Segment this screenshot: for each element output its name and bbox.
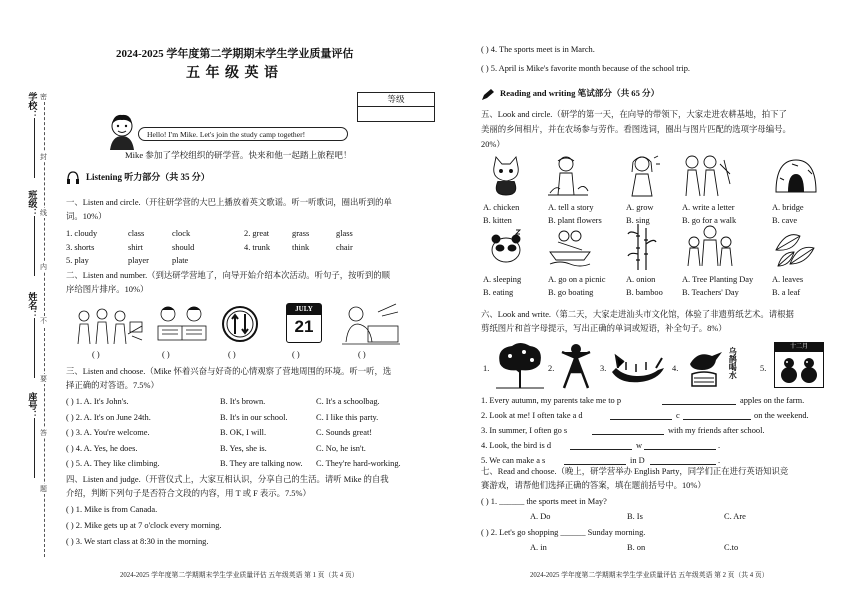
papercut-crow-icon bbox=[684, 344, 726, 388]
girl-singing-icon bbox=[622, 154, 662, 198]
school-label: 学校： bbox=[27, 92, 38, 119]
papercut-calendar-text: 十二月 bbox=[775, 343, 823, 352]
s3-option-b[interactable]: B. Yes, she is. bbox=[220, 443, 267, 453]
s5-option[interactable]: B. go for a walk bbox=[682, 216, 737, 225]
s6-sentence: 4. Look, the bird is d bbox=[481, 441, 552, 450]
s1-word-option[interactable]: clock bbox=[172, 229, 191, 238]
s6-sentence-end: . bbox=[718, 456, 721, 465]
no-overtaking-sign-icon bbox=[222, 304, 258, 344]
writing-title: Reading and writing 笔试部分（共 65 分） bbox=[500, 88, 660, 98]
binding-word: 不 bbox=[40, 317, 47, 325]
boy-sleeping-icon bbox=[338, 302, 402, 346]
s4-title-cont: 介绍，判断下列句子是否符合文段的内容，用 T 或 F 表示。7.5%） bbox=[66, 489, 311, 498]
s2-answer-blank[interactable]: ( ) bbox=[358, 350, 366, 359]
cave-icon bbox=[774, 158, 818, 194]
class-label: 班级： bbox=[27, 190, 38, 217]
judge-item[interactable]: ( ) 2. Mike gets up at 7 o'clock every morning. bbox=[66, 521, 222, 530]
s6-title-cont: 剪纸图片和首字母提示，写出正确的单词或短语，补全句子。8%） bbox=[481, 324, 727, 333]
s5-option[interactable]: A. grow bbox=[626, 203, 654, 212]
s7-q2-option[interactable]: B. on bbox=[627, 543, 646, 552]
s5-option[interactable]: B. a leaf bbox=[772, 288, 801, 297]
s5-option[interactable]: B. eating bbox=[483, 288, 514, 297]
judge-item[interactable]: ( ) 4. The sports meet is in March. bbox=[481, 45, 595, 54]
s5-option[interactable]: A. bridge bbox=[772, 203, 804, 212]
grade-box bbox=[357, 92, 435, 122]
s5-option[interactable]: B. sing bbox=[626, 216, 650, 225]
speech-bubble: Hello! I'm Mike. Let's join the study camp together! bbox=[138, 127, 348, 141]
s6-number: 3. bbox=[600, 364, 607, 373]
papercut-calendar-icon bbox=[774, 342, 824, 388]
s1-title-cont: 词。10%） bbox=[66, 212, 107, 221]
s5-option[interactable]: B. go boating bbox=[548, 288, 594, 297]
s3-option-b[interactable]: B. It's in our school. bbox=[220, 412, 288, 422]
s7-q2-option[interactable]: A. in bbox=[530, 543, 547, 552]
calendar-day: 21 bbox=[294, 317, 314, 336]
s1-word-option[interactable]: plate bbox=[172, 256, 189, 265]
binding-word: 要 bbox=[40, 375, 47, 383]
s5-title-cont2: 20%） bbox=[481, 140, 505, 149]
binding-word: 题 bbox=[40, 485, 47, 493]
s1-word-option[interactable]: 1. cloudy bbox=[66, 229, 98, 238]
headphones-icon bbox=[66, 171, 80, 185]
s3-option-b[interactable]: B. They are talking now. bbox=[220, 459, 303, 468]
s5-option[interactable]: A. write a letter bbox=[682, 203, 735, 212]
grade-field[interactable] bbox=[358, 107, 434, 121]
s1-word-option[interactable]: should bbox=[172, 242, 195, 252]
s5-option[interactable]: A. leaves bbox=[772, 275, 804, 284]
class-field[interactable] bbox=[34, 216, 36, 276]
s7-title: 七、Read and choose.（晚上，研学营举办 English Party，同学们正在进行英语知识竞 bbox=[481, 467, 789, 476]
s1-word-option[interactable]: class bbox=[128, 229, 145, 238]
s5-title: 五、Look and circle.（研学的第一天，在向导的带领下，大家走进农耕基地，拍下了 bbox=[481, 110, 787, 119]
s7-q1-option[interactable]: B. Is bbox=[627, 512, 643, 521]
panda-sleeping-icon bbox=[488, 226, 524, 266]
s7-q1-option[interactable]: A. Do bbox=[530, 512, 551, 521]
pencil-icon bbox=[481, 89, 495, 101]
s6-sentence: 3. In summer, I often go s bbox=[481, 426, 568, 435]
answer-blank[interactable] bbox=[570, 449, 632, 450]
s3-option-b[interactable]: B. OK, I will. bbox=[220, 428, 267, 437]
s5-option[interactable]: B. kitten bbox=[483, 216, 512, 225]
judge-item[interactable]: ( ) 5. April is Mike's favorite month because of the school trip. bbox=[481, 64, 690, 73]
s1-word-option[interactable]: chair bbox=[336, 242, 353, 252]
s4-title: 四、Listen and judge.（开营仪式上，大家互相认识，分享自己的生活。请听 Mike 的自我 bbox=[66, 475, 389, 484]
s1-word-option[interactable]: shirt bbox=[128, 242, 143, 252]
walking-kids-icon bbox=[680, 154, 732, 198]
s2-answer-blank[interactable]: ( ) bbox=[228, 350, 236, 359]
s1-word-option[interactable]: 4. trunk bbox=[244, 242, 271, 252]
snowmen-icon bbox=[779, 355, 819, 383]
s6-sentence-end: on the weekend. bbox=[754, 411, 809, 420]
s3-option-c[interactable]: C. Sounds great! bbox=[316, 428, 373, 437]
s2-answer-blank[interactable]: ( ) bbox=[92, 350, 100, 359]
name-label: 姓名： bbox=[27, 292, 38, 319]
s2-answer-blank[interactable]: ( ) bbox=[162, 350, 170, 359]
intro-text: Mike 参加了学校组织的研学营。快来和他一起踏上旅程吧！ bbox=[125, 150, 352, 160]
seat-field[interactable] bbox=[34, 418, 36, 478]
s5-title-cont: 美丽的乡间相片，并在农场参与劳作。看图选词，圈出与图片匹配的选项字母编号。 bbox=[481, 125, 791, 134]
answer-blank[interactable] bbox=[564, 464, 626, 465]
children-picture-icon bbox=[72, 306, 144, 346]
s6-number: 5. bbox=[760, 364, 767, 373]
calendar-icon bbox=[286, 303, 322, 343]
answer-blank[interactable] bbox=[650, 464, 716, 465]
answer-blank[interactable] bbox=[662, 404, 736, 405]
s5-option[interactable]: A. sleeping bbox=[483, 275, 522, 284]
s6-sentence: 2. Look at me! I often take a d bbox=[481, 411, 583, 420]
binding-word: 答 bbox=[40, 429, 47, 437]
s6-sentence: c bbox=[676, 411, 680, 420]
page-subtitle: 五 年 级 英 语 bbox=[186, 66, 279, 81]
seat-label: 座号： bbox=[27, 392, 38, 419]
s2-title-cont: 序给图片排序。10%） bbox=[66, 285, 149, 294]
s6-number: 2. bbox=[548, 364, 555, 373]
papercut-dancer-icon bbox=[558, 342, 594, 390]
reading-kids-icon bbox=[152, 304, 212, 346]
page-title: 2024-2025 学年度第二学期期末学生学业质量评估 bbox=[116, 48, 354, 60]
answer-blank[interactable] bbox=[683, 419, 751, 420]
s5-option[interactable]: A. chicken bbox=[483, 203, 520, 212]
s3-question[interactable]: ( ) 4. A. Yes, he does. bbox=[66, 443, 138, 453]
papercut-tree-icon bbox=[494, 342, 546, 390]
answer-blank[interactable] bbox=[592, 434, 664, 435]
s6-sentence: 1. Every autumn, my parents take me to p bbox=[481, 396, 622, 405]
s3-option-c[interactable]: C. I like this party. bbox=[316, 412, 379, 422]
s5-option[interactable]: A. go on a picnic bbox=[548, 275, 606, 284]
s7-q2-option[interactable]: C.to bbox=[724, 543, 739, 552]
s3-option-c[interactable]: C. No, he isn't. bbox=[316, 443, 366, 453]
s6-sentence-end: apples on the farm. bbox=[740, 396, 805, 405]
grade-label: 等级 bbox=[358, 93, 434, 107]
s7-title-cont: 赛游戏，请帮他们选择正确的答案，填在题前括号中。10%） bbox=[481, 481, 706, 490]
s1-word-option[interactable]: glass bbox=[336, 229, 353, 238]
listening-title: Listening 听力部分（共 35 分） bbox=[86, 172, 210, 182]
s5-option[interactable]: B. plant flowers bbox=[548, 216, 602, 225]
s5-option[interactable]: B. cave bbox=[772, 216, 798, 225]
teacher-students-icon bbox=[686, 224, 734, 268]
s2-title: 二、Listen and number.（到达研学营地了，向导开始介绍本次活动。听句子，按听到的顺 bbox=[66, 271, 391, 280]
footer-left: 2024-2025 学年度第二学期期末学生学业质量评估 五年级英语 第 1 页（共 4 页） bbox=[120, 572, 359, 579]
s6-sentence-end: with my friends after school. bbox=[668, 426, 765, 435]
s1-word-option[interactable]: think bbox=[292, 242, 310, 252]
s3-option-c[interactable]: C. It's a schoolbag. bbox=[316, 397, 380, 406]
s6-number: 1. bbox=[483, 364, 490, 373]
s3-option-c[interactable]: C. They're hard-working. bbox=[316, 459, 401, 468]
s1-title: 一、Listen and circle.（开往研学营的大巴上播放着英文歌谣。听一听歌词，圈出听到的单 bbox=[66, 198, 392, 207]
s5-option[interactable]: B. Teachers' Day bbox=[682, 288, 739, 297]
crow-drinks-water-text: 乌 鹊 喝 水 bbox=[728, 347, 738, 378]
s7-q1-option[interactable]: C. Are bbox=[724, 512, 746, 521]
school-field[interactable] bbox=[34, 118, 36, 178]
s3-question[interactable]: ( ) 2. A. It's on June 24th. bbox=[66, 412, 151, 422]
s3-question[interactable]: ( ) 5. A. They like climbing. bbox=[66, 459, 160, 468]
s1-word-option[interactable]: 3. shorts bbox=[66, 242, 95, 252]
s5-option[interactable]: A. onion bbox=[626, 275, 656, 284]
s3-title-cont: 择正确的对答语。7.5%） bbox=[66, 381, 159, 390]
s6-number: 4. bbox=[672, 364, 679, 373]
s5-option[interactable]: A. tell a story bbox=[548, 203, 594, 212]
s7-question-1[interactable]: ( ) 1. ______ the sports meet in May? bbox=[481, 497, 607, 506]
boating-icon bbox=[548, 226, 592, 266]
judge-item[interactable]: ( ) 1. Mike is from Canada. bbox=[66, 505, 158, 514]
s6-sentence: in D bbox=[630, 456, 645, 465]
judge-item[interactable]: ( ) 3. We start class at 8:30 in the morning. bbox=[66, 537, 209, 546]
s1-word-option[interactable]: grass bbox=[292, 229, 310, 238]
s3-title: 三、Listen and choose.（Mike 怀着兴奋与好奇的心情观察了营地周围的环境。听一听，选 bbox=[66, 367, 392, 376]
papercut-dragon-boat-icon bbox=[610, 350, 666, 386]
s6-title: 六、Look and write.（第二天，大家走进汕头市文化馆，体验了非遗剪纸艺术。请根据 bbox=[481, 310, 794, 319]
s6-sentence: w bbox=[636, 441, 643, 450]
s1-word-option[interactable]: player bbox=[128, 256, 149, 265]
s3-option-b[interactable]: B. It's brown. bbox=[220, 397, 266, 406]
kitten-icon bbox=[486, 155, 526, 197]
s3-question[interactable]: ( ) 1. A. It's John's. bbox=[66, 397, 129, 406]
s7-question-2[interactable]: ( ) 2. Let's go shopping ______ Sunday morning. bbox=[481, 528, 646, 537]
s1-word-option[interactable]: 2. great bbox=[244, 229, 270, 238]
bamboo-icon bbox=[628, 224, 656, 270]
s3-question[interactable]: ( ) 3. A. You're welcome. bbox=[66, 428, 150, 437]
s6-sentence-end: . bbox=[718, 441, 721, 450]
s5-option[interactable]: B. bamboo bbox=[626, 288, 663, 297]
s1-word-option[interactable]: 5. play bbox=[66, 256, 89, 265]
answer-blank[interactable] bbox=[644, 449, 716, 450]
calendar-month: JULY bbox=[287, 304, 321, 315]
kid-planting-icon bbox=[546, 155, 590, 197]
s5-option[interactable]: A. Tree Planting Day bbox=[682, 275, 754, 284]
answer-blank[interactable] bbox=[610, 419, 672, 420]
binding-word: 内 bbox=[40, 263, 47, 271]
binding-word: 线 bbox=[40, 209, 47, 217]
leaves-icon bbox=[772, 226, 816, 268]
s2-answer-blank[interactable]: ( ) bbox=[292, 350, 300, 359]
name-field[interactable] bbox=[34, 318, 36, 378]
mike-avatar-icon bbox=[106, 114, 138, 150]
s6-sentence: 5. We can make a s bbox=[481, 456, 546, 465]
binding-word: 密 bbox=[40, 93, 47, 101]
footer-right: 2024-2025 学年度第二学期期末学生学业质量评估 五年级英语 第 2 页（共 4 页） bbox=[530, 572, 769, 579]
binding-word: 封 bbox=[40, 153, 47, 161]
